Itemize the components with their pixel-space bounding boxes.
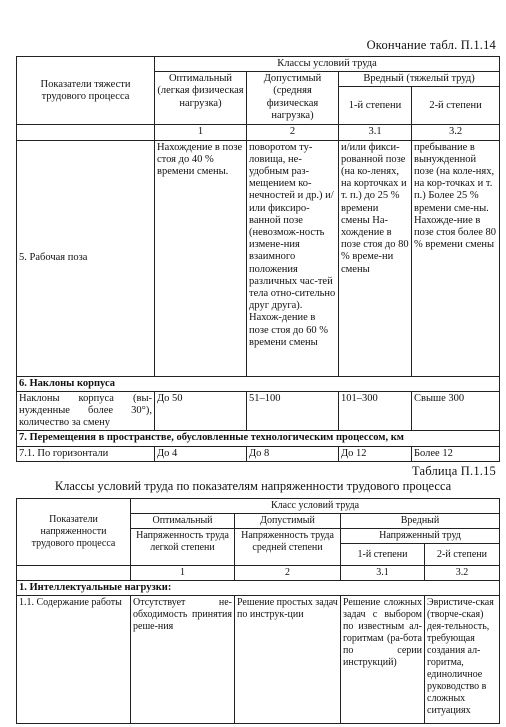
cell-degree-2: пребывание в вынужденной позе (на коле-нях, на кор-точках и т. п.) Более 25 % времени сме-ны. Нахожде-ние в позе стоя более 80 % времени смены (412, 140, 500, 376)
number-row-blank (17, 566, 131, 581)
table-title-2: Классы условий труда по показателям напряженности трудового процесса (54, 479, 452, 493)
header-allowable: Допустимый (средняя физическая нагрузка) (247, 72, 339, 125)
table-row (17, 140, 500, 376)
cell-degree-2: Свыше 300 (412, 391, 500, 431)
header-degree-1: 1-й степени (341, 544, 425, 566)
cell-degree-1: и/или фикси-рованной позе (на ко-ленях, на корточках и т. п.) до 25 % времени смены На-хождение в позе стоя до 80 % време-ни смены (339, 140, 412, 376)
table-row (17, 446, 500, 461)
col-number: 2 (235, 566, 341, 581)
cell-degree-1: До 12 (339, 446, 412, 461)
cell-optimal: До 4 (155, 446, 247, 461)
row-label: 1.1. Содержание работы (17, 596, 131, 724)
header-optimal: Оптимальный (131, 514, 235, 529)
table-caption-2: Таблица П.1.15 (411, 464, 496, 478)
header-classes: Класс условий труда (131, 499, 500, 514)
header-harmful-sub: Напряженный труд (341, 529, 500, 544)
section-heading: 7. Перемещения в пространстве, обусловленные технологическим процессом, км (17, 431, 500, 446)
table-caption-1: Окончание табл. П.1.14 (366, 38, 496, 52)
col-number: 1 (155, 125, 247, 140)
section-heading: 1. Интеллектуальные нагрузки: (17, 581, 500, 596)
cell-degree-2: Более 12 (412, 446, 500, 461)
cell-optimal: Нахождение в позе стоя до 40 % времени смены. (155, 140, 247, 376)
cell-optimal: До 50 (155, 391, 247, 431)
header-harmful: Вредный (341, 514, 500, 529)
header-classes: Классы условий труда (155, 57, 500, 72)
cell-allowable: Решение простых задач по инструк-ции (235, 596, 341, 724)
table-physical-load (16, 56, 500, 462)
row-label: 7.1. По горизонтали (17, 446, 155, 461)
header-allowable-sub: Напряженность труда средней степени (235, 529, 341, 566)
section-heading: 6. Наклоны корпуса (17, 376, 500, 391)
number-row-blank (17, 125, 155, 140)
header-degree-1: 1-й степени (339, 87, 412, 125)
col-number: 1 (131, 566, 235, 581)
col-number: 3.1 (341, 566, 425, 581)
table-row (17, 596, 500, 724)
col-number: 3.2 (425, 566, 500, 581)
row-label: 5. Рабочая поза (17, 140, 155, 376)
cell-allowable: 51–100 (247, 391, 339, 431)
header-harmful: Вредный (тяжелый труд) (339, 72, 500, 87)
cell-optimal: Отсутствует не-обходимость принятия реше-ния (131, 596, 235, 724)
header-optimal-sub: Напряженность труда легкой степени (131, 529, 235, 566)
header-indicator: Показатели тяжести трудового процесса (17, 57, 155, 125)
table-work-intensity (16, 498, 500, 724)
table-row (17, 391, 500, 431)
cell-allowable: До 8 (247, 446, 339, 461)
header-allowable: Допустимый (235, 514, 341, 529)
cell-degree-2: Эвристиче-ская (творче-ская) дея-тельность, требующая создания ал-горитма, единоличное руководство в сложных ситуациях (425, 596, 500, 724)
header-degree-2: 2-й степени (425, 544, 500, 566)
header-degree-2: 2-й степени (412, 87, 500, 125)
col-number: 2 (247, 125, 339, 140)
cell-degree-1: Решение сложных задач с выбором по известным ал-горитмам (ра-бота по серии инструкций) (341, 596, 425, 724)
row-label: Наклоны корпуса (вы-нужденные более 30°), количество за смену (17, 391, 155, 431)
header-indicator: Показатели напряженности трудового процесса (17, 499, 131, 566)
col-number: 3.2 (412, 125, 500, 140)
cell-allowable: поворотом ту-ловища, не-удобным раз-мещением ко-нечностей и др.) и/или фиксиро-ванной позе (невозмож-ность измене-ния взаимного положения различных час-тей тела отно-сительно друг друга). Нахож-дение в позе стоя до 60 % времени смены (247, 140, 339, 376)
header-optimal: Оптимальный (легкая физическая нагрузка) (155, 72, 247, 125)
col-number: 3.1 (339, 125, 412, 140)
cell-degree-1: 101–300 (339, 391, 412, 431)
